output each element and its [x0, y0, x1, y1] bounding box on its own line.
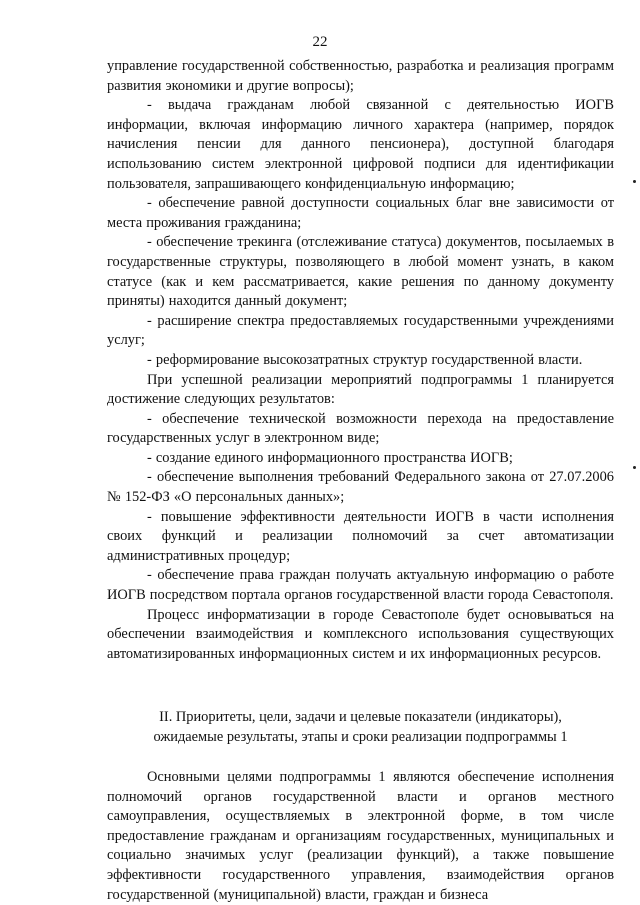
paragraph: - обеспечение выполнения требований Федерального закона от 27.07.2006 № 152-ФЗ «О персональных данных»;	[107, 469, 614, 506]
paragraph: - расширение спектра предоставляемых государственными учреждениями услуг;	[107, 312, 614, 349]
document-body	[107, 57, 614, 905]
section-heading-line-2: ожидаемые результаты, этапы и сроки реализации подпрограммы 1	[153, 729, 568, 746]
paragraph: - обеспечение трекинга (отслеживание статуса) документов, посылаемых в государственные структуры, позволяющего в любой момент узнать, в каком статусе (как и кем рассматривается, какие решения по данному документу приняты) находится данный документ;	[107, 234, 614, 310]
paragraph: - обеспечение равной доступности социальных благ вне зависимости от места проживания гражданина;	[107, 195, 614, 231]
paragraph: - реформирование высокозатратных структур государственной власти.	[147, 351, 583, 368]
margin-mark	[633, 466, 636, 469]
paragraph: - создание единого информационного пространства ИОГВ;	[147, 449, 513, 466]
heading-spacer	[107, 748, 614, 768]
paragraph: управление государственной собственностью, разработка и реализация программ развития экономики и другие вопросы);	[107, 58, 614, 94]
page-number: 22	[312, 34, 328, 50]
paragraph: Основными целями подпрограммы 1 являются обеспечение исполнения полномочий органов государственной власти и органов местного самоуправления, осуществляемых в электронной форме, в том числе предоставление гражданам и организациям государственных, муниципальных и социально значимых услуг (реализации функций), а также повышение эффективности государственного управления, взаимодействия органов государственной (муниципальной) власти, граждан и бизнеса	[107, 769, 614, 903]
section-heading	[107, 708, 614, 748]
paragraph: - обеспечение права граждан получать актуальную информацию о работе ИОГВ посредством портала органов государственной власти города Севастополя.	[107, 567, 614, 604]
paragraphs-bottom	[107, 768, 614, 905]
margin-mark	[633, 180, 636, 183]
paragraph: - обеспечение технической возможности перехода на предоставление государственных услуг в электронном виде;	[107, 410, 614, 447]
paragraphs-top	[107, 57, 614, 664]
section-heading-line-1: II. Приоритеты, цели, задачи и целевые показатели (индикаторы),	[159, 709, 562, 726]
paragraph: - выдача гражданам любой связанной с деятельностью ИОГВ информации, включая информацию личного характера (например, порядок начисления пенсии для данного пенсионера), доступной благодаря использованию систем электронной цифровой подписи для идентификации пользователя, запрашивающего конфиденциальную информацию;	[107, 97, 614, 192]
section-spacer	[107, 664, 614, 708]
paragraph: - повышение эффективности деятельности ИОГВ в части исполнения своих функций и реализации полномочий за счет автоматизации административных процедур;	[107, 508, 614, 564]
paragraph: При успешной реализации мероприятий подпрограммы 1 планируется достижение следующих результатов:	[107, 371, 614, 408]
paragraph: Процесс информатизации в городе Севастополе будет основываться на обеспечении взаимодействия и комплексного использования существующих автоматизированных информационных систем и их информационных ресурсов.	[107, 606, 614, 662]
